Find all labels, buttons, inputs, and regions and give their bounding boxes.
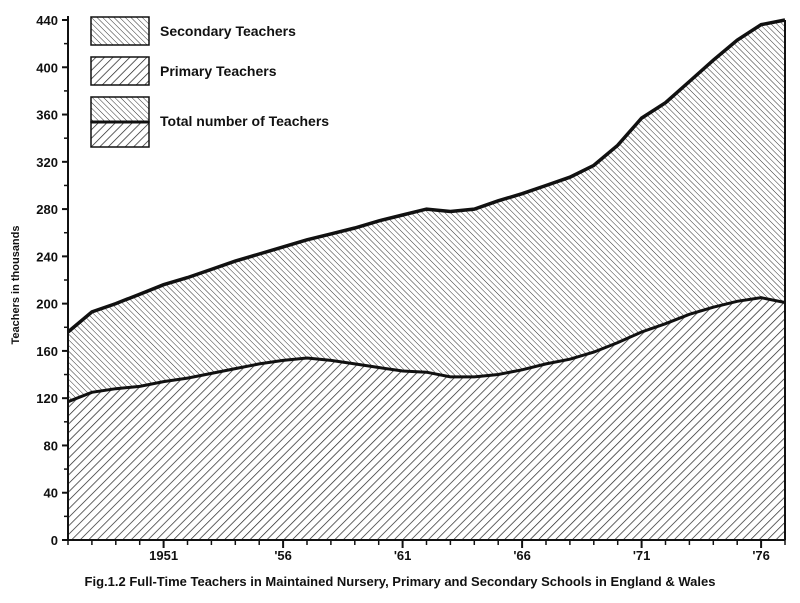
y-tick-label: 280 [36,202,58,218]
y-ticks [36,13,68,548]
plot-area [68,20,785,540]
y-axis-title: Teachers in thousands [10,225,22,345]
y-tick-label: 440 [36,13,58,28]
legend-swatch-primary [91,57,149,85]
figure-caption: Fig.1.2 Full-Time Teachers in Maintained Nursery, Primary and Secondary Schools in England & Wales [84,574,716,589]
legend [91,17,329,147]
x-tick-label: '76 [752,548,770,563]
y-tick-label: 120 [36,391,58,407]
x-tick-label: 1951 [149,548,179,563]
legend-swatch-total-lower [91,122,149,147]
legend-label: Primary Teachers [160,63,277,79]
legend-label: Total number of Teachers [160,113,330,129]
x-ticks [68,540,785,563]
y-tick-label: 160 [36,343,58,359]
y-tick-label: 0 [50,533,58,548]
x-tick-label: '61 [393,548,412,563]
y-tick-label: 360 [36,107,58,123]
y-tick-label: 40 [43,485,58,501]
y-tick-label: 400 [36,60,58,76]
x-tick-label: '66 [513,548,531,563]
y-tick-label: 200 [36,296,58,312]
legend-swatch-total-upper [91,97,149,122]
y-tick-label: 80 [43,438,58,454]
x-tick-label: '71 [632,548,651,563]
x-tick-label: '56 [274,548,292,563]
y-tick-label: 240 [36,249,58,265]
legend-swatch-secondary [91,17,149,45]
legend-label: Secondary Teachers [160,23,296,39]
y-tick-label: 320 [36,154,58,170]
